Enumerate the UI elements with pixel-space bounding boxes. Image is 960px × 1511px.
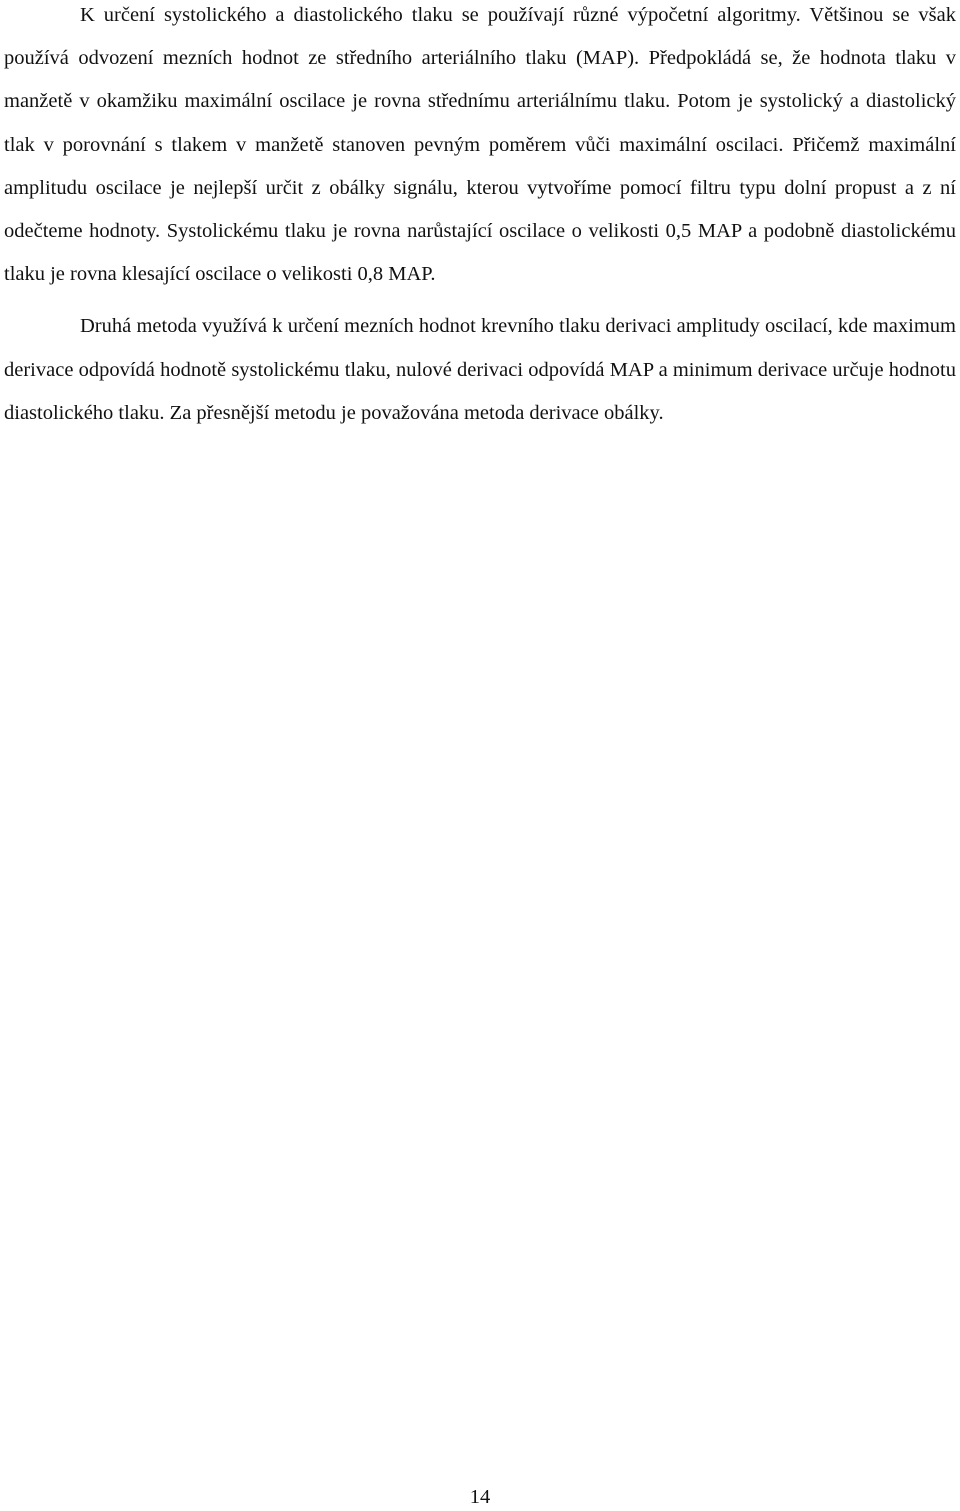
paragraph-algorithms: K určení systolického a diastolického tlaku se používají různé výpočetní algoritmy. Většinou se však používá odvození mezních hodnot ze středního arteriálního tlaku (MAP). Předpokládá se, že hodnota tlaku v manžetě v okamžiku maximální oscilace je rovna střednímu arteriálnímu tlaku. Potom je systolický a diastolický tlak v porovnání s tlakem v manžetě stanoven pevným poměrem vůči maximální oscilaci. Přičemž maximální amplitudu oscilace je nejlepší určit z obálky signálu, kterou vytvoříme pomocí filtru typu dolní propust a z ní odečteme hodnoty. Systolickému tlaku je rovna narůstající oscilace o velikosti 0,5 MAP a podobně diastolickému tlaku je rovna klesající oscilace o velikosti 0,8 MAP. [4,4,956,286]
document-page [4,0,956,435]
paragraph-derivative-method: Druhá metoda využívá k určení mezních hodnot krevního tlaku derivaci amplitudy oscilací, kde maximum derivace odpovídá hodnotě systolickému tlaku, nulové derivaci odpovídá MAP a minimum derivace určuje hodnotu diastolického tlaku. Za přesnější metodu je považována metoda derivace obálky. [4,315,956,424]
page-number-text: 14 [469,1486,491,1508]
page-number [0,1483,960,1511]
